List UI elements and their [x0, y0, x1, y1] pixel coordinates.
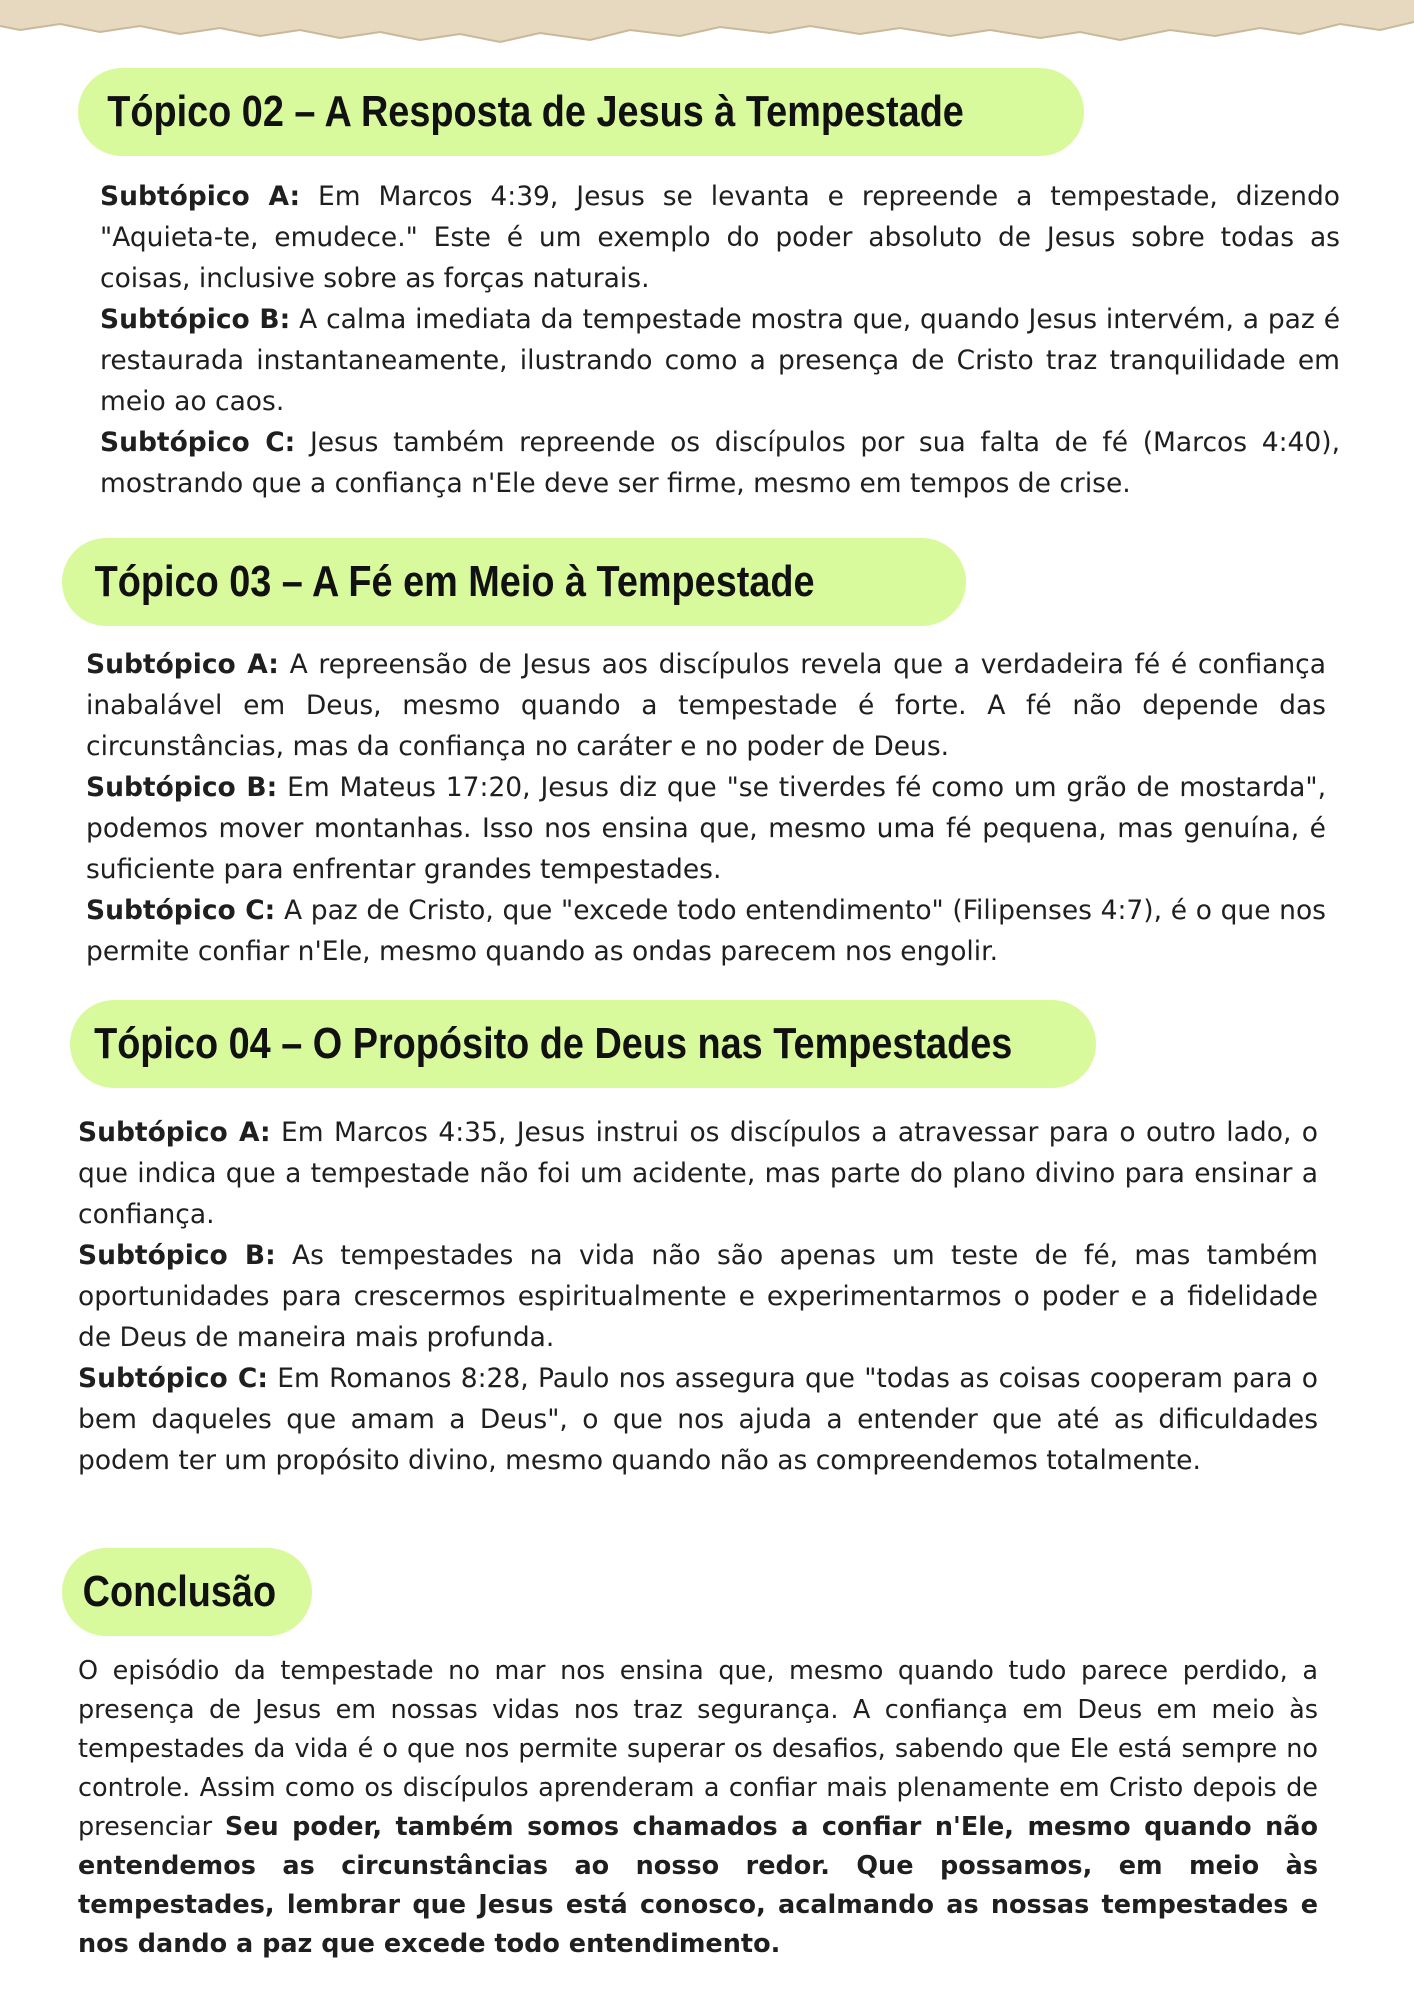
subtopic-b: Subtópico B: As tempestades na vida não são apenas um teste de fé, mas também oportunidades para crescermos espiritualmente e experimentarmos o poder e a fidelidade de Deus de maneira mais profunda. — [78, 1240, 1318, 1353]
torn-paper-edge — [0, 0, 1414, 60]
subtopic-b: Subtópico B: Em Mateus 17:20, Jesus diz que "se tiverdes fé como um grão de mostarda", podemos mover montanhas. Isso nos ensina que, mesmo uma fé pequena, mas genuína, é suficiente para enfrentar grandes tempestades. — [86, 772, 1326, 885]
topic-03-body — [86, 644, 1326, 972]
subtopic-b: Subtópico B: A calma imediata da tempestade mostra que, quando Jesus intervém, a paz é restaurada instantaneamente, ilustrando como a presença de Cristo traz tranquilidade em meio ao caos. — [100, 304, 1340, 417]
subtopic-a: Subtópico A: A repreensão de Jesus aos discípulos revela que a verdadeira fé é confiança inabalável em Deus, mesmo quando a tempestade é forte. A fé não depende das circunstâncias, mas da confiança no caráter e no poder de Deus. — [86, 649, 1326, 762]
subtopic-c: Subtópico C: A paz de Cristo, que "excede todo entendimento" (Filipenses 4:7), é o que nos permite confiar n'Ele, mesmo quando as ondas parecem nos engolir. — [86, 895, 1326, 967]
subtopic-c: Subtópico C: Em Romanos 8:28, Paulo nos assegura que "todas as coisas cooperam para o bem daqueles que amam a Deus", o que nos ajuda a entender que até as dificuldades podem ter um propósito divino, mesmo quando não as compreendemos totalmente. — [78, 1363, 1318, 1476]
topic-04-heading: Tópico 04 – O Propósito de Deus nas Tempestades — [70, 1000, 1096, 1088]
subtopic-a: Subtópico A: Em Marcos 4:39, Jesus se levanta e repreende a tempestade, dizendo "Aquieta-te, emudece." Este é um exemplo do poder absoluto de Jesus sobre todas as coisas, inclusive sobre as forças naturais. — [100, 181, 1340, 294]
topic-03-heading: Tópico 03 – A Fé em Meio à Tempestade — [62, 538, 966, 626]
subtopic-a: Subtópico A: Em Marcos 4:35, Jesus instrui os discípulos a atravessar para o outro lado, o que indica que a tempestade não foi um acidente, mas parte do plano divino para ensinar a confiança. — [78, 1117, 1318, 1230]
topic-02-body — [100, 176, 1340, 504]
topic-04-body — [78, 1112, 1318, 1481]
subtopic-c: Subtópico C: Jesus também repreende os discípulos por sua falta de fé (Marcos 4:40), mostrando que a confiança n'Ele deve ser firme, mesmo em tempos de crise. — [100, 427, 1340, 499]
topic-02-heading: Tópico 02 – A Resposta de Jesus à Tempestade — [78, 68, 1084, 156]
conclusion-heading: Conclusão — [62, 1548, 312, 1636]
conclusion-body: O episódio da tempestade no mar nos ensina que, mesmo quando tudo parece perdido, a presença de Jesus em nossas vidas nos traz segurança. A confiança em Deus em meio às tempestades da vida é o que nos permite superar os desafios, sabendo que Ele está sempre no controle. Assim como os discípulos aprenderam a confiar mais plenamente em Cristo depois de presenciar Seu poder, também somos chamados a confiar n'Ele, mesmo quando não entendemos as circunstâncias ao nosso redor. Que possamos, em meio às tempestades, lembrar que Jesus está conosco, acalmando as nossas tempestades e nos dando a paz que excede todo entendimento. — [78, 1656, 1318, 1959]
